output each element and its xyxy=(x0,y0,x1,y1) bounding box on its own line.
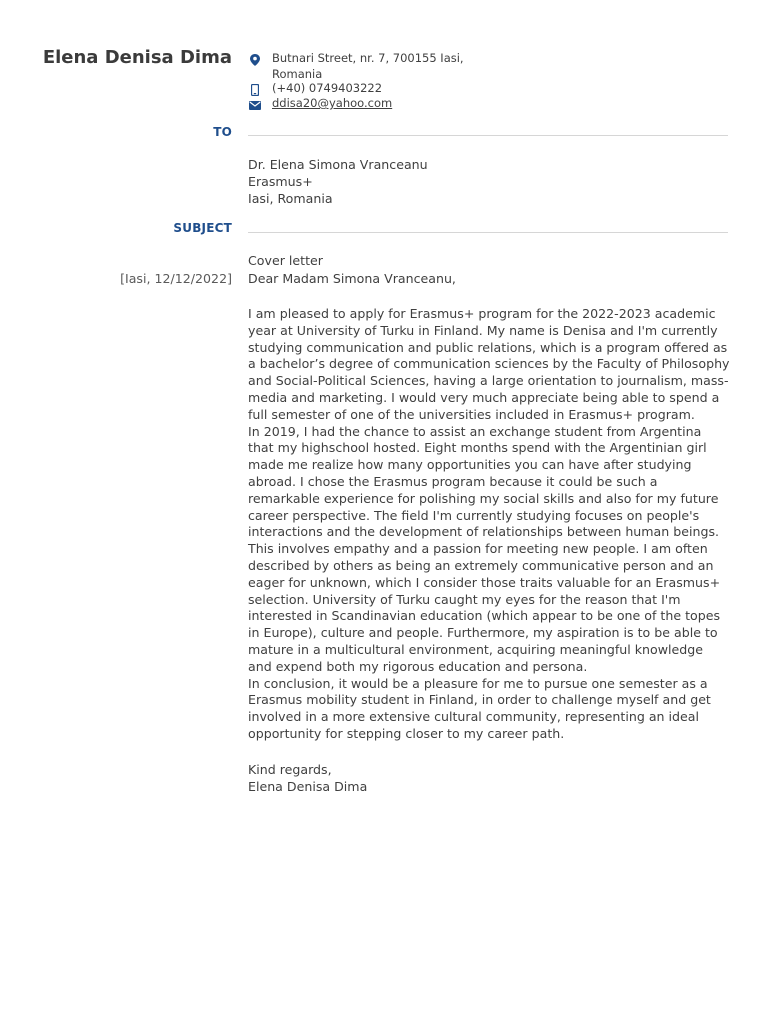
subject-divider xyxy=(248,232,728,233)
closing-block xyxy=(248,762,730,796)
phone-text: (+40) 0749403222 xyxy=(272,81,383,95)
address-line-1: Butnari Street, nr. 7, 700155 Iasi, xyxy=(272,51,464,65)
recipient-location: Iasi, Romania xyxy=(248,190,333,206)
address-line-2: Romania xyxy=(272,66,323,81)
email-link[interactable]: ddisa20@yahoo.com xyxy=(272,96,393,110)
applicant-name: Elena Denisa Dima xyxy=(42,47,232,68)
recipient-name: Dr. Elena Simona Vranceanu xyxy=(248,157,428,172)
envelope-icon xyxy=(248,98,262,112)
body-paragraph-2: In 2019, I had the chance to assist an exchange student from Argentina that my highschool hosted. Eight months spend with the Argentinian girl made me realize how many opportunities you can have after studying abroad. I chose the Erasmus program because it could be such a remarkable experience for polishing my social skills and also for my future career perspective. The field I'm currently studying focuses on people's interactions and the development of relationships between human beings. This involves empathy and a passion for meeting new people. I am often described by others as being an extremely communicative person and an eager for unknown, which I consider those traits valuable for an Erasmus+ selection. University of Turku caught my eyes for the reason that I'm interested in Scandinavian education (which appear to be one of the topes in Europe), culture and people. Furthermore, my aspiration is to be able to mature in a multicultural environment, acquiring meaningful knowledge and expend both my rigorous education and persona. xyxy=(248,423,721,674)
location-pin-icon xyxy=(248,53,262,67)
recipient-block xyxy=(248,157,730,207)
letter-date: [Iasi, 12/12/2022] xyxy=(120,271,232,286)
subject-label: SUBJECT xyxy=(173,221,232,235)
salutation: Dear Madam Simona Vranceanu, xyxy=(248,271,456,286)
letter-body xyxy=(248,306,730,743)
mobile-phone-icon xyxy=(248,83,262,97)
recipient-organization: Erasmus+ xyxy=(248,173,313,189)
address-text xyxy=(272,51,464,82)
closing-text: Kind regards, xyxy=(248,762,332,777)
body-paragraph-1: I am pleased to apply for Erasmus+ program for the 2022-2023 academic year at University of Turku in Finland. My name is Denisa and I'm currently studying communication and public relations, which is a program offered as a bachelor’s degree of communication sciences by the Faculty of Philosophy and Social-Political Sciences, having a large orientation to journalism, mass-media and marketing. I would very much appreciate being able to spend a full semester of one of the universities included in Erasmus+ program. xyxy=(248,306,730,422)
body-paragraph-3: In conclusion, it would be a pleasure for me to pursue one semester as a Erasmus mobility student in Finland, in order to challenge myself and get involved in a more extensive cultural community, representing an ideal opportunity for stepping closer to my career path. xyxy=(248,675,711,741)
to-label: TO xyxy=(213,125,232,139)
signature-name: Elena Denisa Dima xyxy=(248,778,368,794)
subject-text: Cover letter xyxy=(248,253,323,268)
to-divider xyxy=(248,135,728,136)
